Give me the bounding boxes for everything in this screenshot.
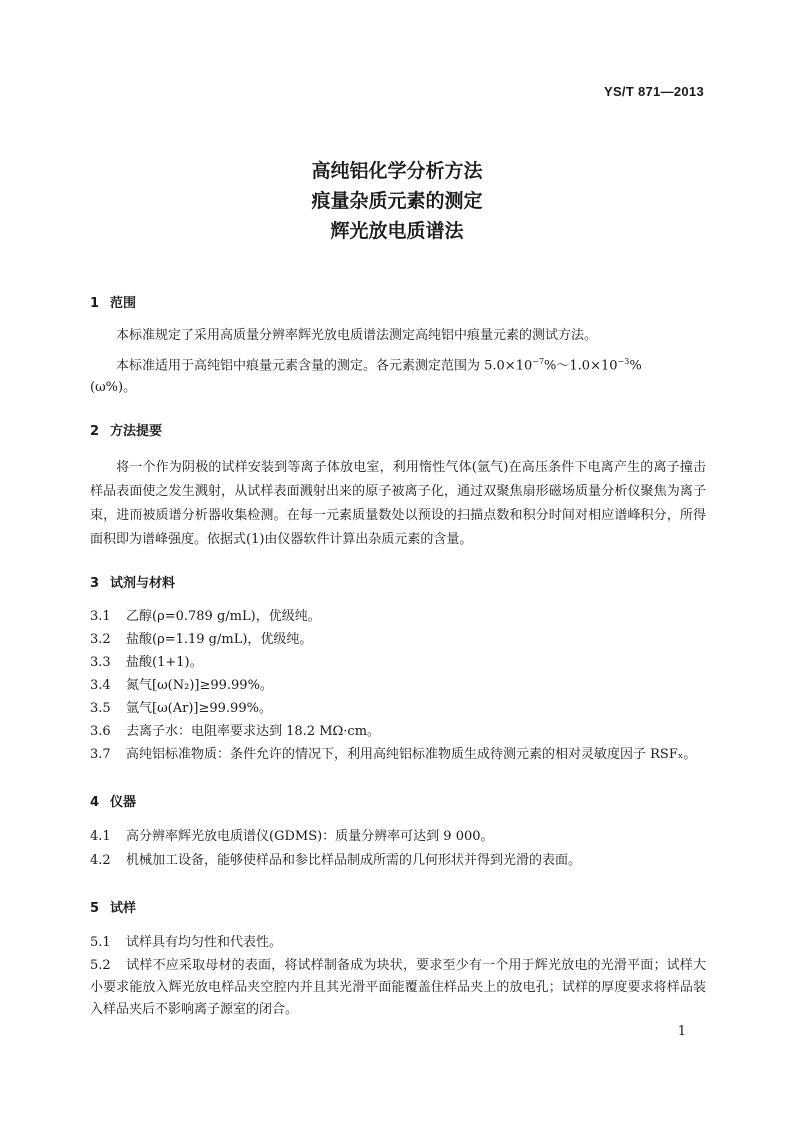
item-text: 试样不应采取母材的表面，将试样制备成为块状，要求至少有一个用于辉光放电的光滑平面；试样大小要求能放入辉光放电样品夹空腔内并且其光滑平面能覆盖住样品夹上的放电孔；试样的厚度要求将样品装入样品夹后不影响离子源室的闭合。 <box>90 958 706 1017</box>
item-text: 去离子水：电阻率要求达到 18.2 MΩ·cm。 <box>126 724 381 739</box>
item-number: 3.4 <box>90 678 111 693</box>
section-heading-3 <box>90 572 175 591</box>
paragraph-text: 本标准适用于高纯铝中痕量元素含量的测定。各元素测定范围为 5.0×10 <box>116 358 533 374</box>
paragraph-text: (ω%)。 <box>90 380 137 396</box>
list-item <box>90 932 706 954</box>
section-title: 方法提要 <box>110 424 163 439</box>
item-number: 5.2 <box>90 958 111 973</box>
section-2-paragraph <box>90 456 706 552</box>
section-title: 试样 <box>110 901 137 916</box>
section-number: 3 <box>90 576 100 591</box>
paragraph-text: 本标准规定了采用高质量分辨率辉光放电质谱法测定高纯铝中痕量元素的测试方法。 <box>116 328 598 343</box>
section-number: 4 <box>90 795 100 810</box>
list-item <box>90 629 706 651</box>
item-number: 3.7 <box>90 747 111 762</box>
list-item <box>90 698 706 720</box>
standard-code: YS/T 871—2013 <box>603 84 704 99</box>
page-number: 1 <box>677 1024 686 1039</box>
item-number: 3.1 <box>90 609 111 624</box>
item-text: 机械加工设备，能够使样品和参比样品制成所需的几何形状并得到光滑的表面。 <box>126 853 582 868</box>
section-number: 1 <box>90 296 100 311</box>
section-number: 5 <box>90 901 100 916</box>
exponent: −3 <box>617 357 630 366</box>
section-title: 范围 <box>110 296 137 311</box>
list-item <box>90 850 706 872</box>
paragraph-text: 将一个作为阴极的试样安装到等离子体放电室，利用惰性气体(氩气)在高压条件下电离产生的离子撞击样品表面使之发生溅射，从试样表面溅射出来的原子被离子化，通过双聚焦扇形磁场质量分析仪聚焦为离子束，进而被质谱分析器收集检测。在每一元素质量数处以预设的扫描点数和积分时间对相应谱峰积分，所得面积即为谱峰强度。依据式(1)由仪器软件计算出杂质元素的含量。 <box>90 460 706 547</box>
section-1-paragraph-2 <box>90 351 706 399</box>
section-heading-2 <box>90 420 162 439</box>
section-heading-4 <box>90 791 136 810</box>
section-title: 试剂与材料 <box>110 576 176 591</box>
item-text: 氩气[ω(Ar)]≥99.99%。 <box>126 701 272 716</box>
item-number: 3.5 <box>90 701 111 716</box>
section-number: 2 <box>90 424 100 439</box>
list-item <box>90 652 706 674</box>
item-number: 3.2 <box>90 632 111 647</box>
exponent: −7 <box>532 357 545 366</box>
list-item <box>90 826 706 848</box>
document-title <box>0 156 794 246</box>
item-text: 高分辨率辉光放电质谱仪(GDMS)：质量分辨率可达到 9 000。 <box>126 829 494 844</box>
paragraph-text: %～1.0×10 <box>544 358 618 374</box>
item-text: 盐酸(ρ=1.19 g/mL)，优级纯。 <box>126 632 313 647</box>
item-number: 4.1 <box>90 829 111 844</box>
section-title: 仪器 <box>110 795 137 810</box>
list-item <box>90 955 706 1021</box>
section-1-paragraph-1 <box>90 325 706 347</box>
section-heading-5 <box>90 897 136 916</box>
list-item <box>90 675 706 697</box>
title-line-2: 痕量杂质元素的测定 <box>311 190 483 212</box>
item-number: 3.6 <box>90 724 111 739</box>
item-text: 乙醇(ρ=0.789 g/mL)，优级纯。 <box>126 609 321 624</box>
list-item <box>90 744 706 766</box>
item-number: 3.3 <box>90 655 111 670</box>
section-heading-1 <box>90 292 136 311</box>
item-text: 试样具有均匀性和代表性。 <box>126 935 283 950</box>
item-text: 高纯铝标准物质：条件允许的情况下，利用高纯铝标准物质生成待测元素的相对灵敏度因子 RSFₓ。 <box>126 747 697 762</box>
item-text: 氮气[ω(N₂)]≥99.99%。 <box>126 678 273 693</box>
item-number: 4.2 <box>90 853 111 868</box>
list-item <box>90 606 706 628</box>
title-line-3: 辉光放电质谱法 <box>330 220 464 242</box>
item-number: 5.1 <box>90 935 111 950</box>
title-line-1: 高纯铝化学分析方法 <box>311 160 483 182</box>
list-item <box>90 721 706 743</box>
item-text: 盐酸(1+1)。 <box>126 655 203 670</box>
paragraph-text: % <box>629 358 642 374</box>
